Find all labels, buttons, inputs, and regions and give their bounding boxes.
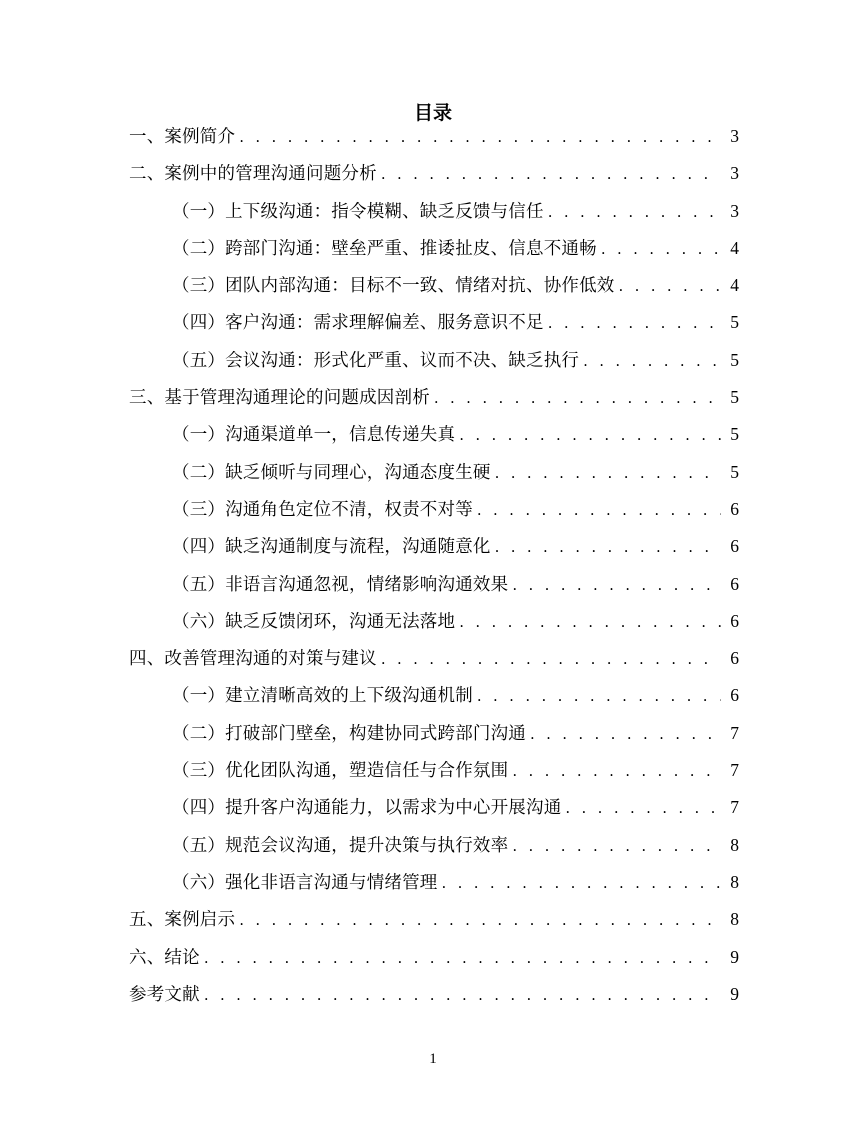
toc-entry-page-number: 6 (730, 536, 739, 557)
toc-dot-leader (381, 156, 721, 192)
toc-dot-leader (477, 678, 721, 714)
toc-entry-title: （四）客户沟通：需求理解偏差、服务意识不足 (172, 313, 544, 334)
toc-entry[interactable] (129, 267, 739, 304)
toc-entry-title: （一）沟通渠道单一，信息传递失真 (172, 425, 456, 446)
toc-entry-title: 六、结论 (129, 947, 200, 968)
toc-dot-leader (381, 641, 721, 677)
toc-entry[interactable] (129, 416, 739, 453)
toc-title: 目录 (413, 102, 452, 124)
toc-entry-page-number: 3 (730, 126, 739, 146)
toc-dot-leader (459, 604, 721, 640)
toc-entry-page-number: 8 (730, 871, 739, 892)
toc-entry-page-number: 9 (730, 946, 739, 967)
toc-entry[interactable] (129, 752, 739, 789)
toc-entry-page-number: 5 (730, 461, 739, 482)
toc-entry[interactable] (129, 118, 739, 155)
toc-dot-leader (442, 865, 722, 901)
toc-entry-title: （一）上下级沟通：指令模糊、缺乏反馈与信任 (172, 201, 544, 222)
toc-entry[interactable] (129, 155, 739, 192)
toc-entry-page-number: 8 (730, 909, 739, 930)
toc-dot-leader (548, 305, 721, 341)
toc-entry-title: （三）团队内部沟通：目标不一致、情绪对抗、协作低效 (172, 276, 615, 297)
toc-dot-leader (530, 716, 721, 752)
toc-entry-page-number: 8 (730, 834, 739, 855)
toc-entry-page-number: 6 (730, 685, 739, 706)
toc-entry-page-number: 6 (730, 498, 739, 519)
toc-entry[interactable] (129, 528, 739, 565)
page-number: 1 (429, 1051, 437, 1067)
toc-dot-leader (239, 902, 721, 938)
toc-dot-leader (434, 380, 721, 416)
toc-entry-title: （五）非语言沟通忽视，情绪影响沟通效果 (172, 574, 509, 595)
toc-entry[interactable] (129, 827, 739, 864)
toc-dot-leader (583, 343, 721, 379)
toc-entry[interactable] (129, 789, 739, 826)
toc-entry-title: （四）提升客户沟通能力，以需求为中心开展沟通 (172, 798, 562, 819)
toc-entry-title: （三）优化团队沟通，塑造信任与合作氛围 (172, 761, 509, 782)
toc-entry[interactable] (129, 715, 739, 752)
toc-entry-title: 三、基于管理沟通理论的问题成因剖析 (129, 388, 430, 409)
toc-entry-page-number: 7 (730, 722, 739, 743)
toc-entry-page-number: 4 (730, 275, 739, 296)
toc-entry-title: （六）缺乏反馈闭环，沟通无法落地 (172, 611, 456, 632)
toc-dot-leader (204, 940, 721, 976)
toc-entry-page-number: 7 (730, 760, 739, 781)
toc-entry[interactable] (129, 603, 739, 640)
toc-dot-leader (512, 567, 721, 603)
toc-entry-page-number: 5 (730, 424, 739, 445)
toc-entry[interactable] (129, 379, 739, 416)
toc-dot-leader (512, 828, 721, 864)
toc-entry-page-number: 3 (730, 200, 739, 221)
toc-entry-title: （一）建立清晰高效的上下级沟通机制 (172, 686, 473, 707)
toc-entry-page-number: 5 (730, 349, 739, 370)
toc-entry-page-number: 5 (730, 312, 739, 333)
toc-dot-leader (495, 455, 721, 491)
toc-dot-leader (548, 194, 721, 230)
toc-entry-title: （五）会议沟通：形式化严重、议而不决、缺乏执行 (172, 350, 580, 371)
toc-dot-leader (239, 119, 721, 155)
toc-entry-title: （六）强化非语言沟通与情绪管理 (172, 872, 438, 893)
toc-dot-leader (477, 492, 721, 528)
toc-entry-title: （四）缺乏沟通制度与流程，沟通随意化 (172, 537, 491, 558)
toc-entry-page-number: 7 (730, 797, 739, 818)
toc-entry[interactable] (129, 304, 739, 341)
toc-entry-page-number: 5 (730, 387, 739, 408)
toc-entry-page-number: 6 (730, 648, 739, 669)
toc-entry-page-number: 3 (730, 163, 739, 184)
toc-dot-leader (204, 977, 721, 1013)
toc-entry-title: 一、案例简介 (129, 127, 236, 147)
toc-dot-leader (619, 268, 722, 304)
toc-entry-title: （二）缺乏倾听与同理心，沟通态度生硬 (172, 462, 491, 483)
toc-entry[interactable] (129, 193, 739, 230)
toc-entry-title: 五、案例启示 (129, 910, 236, 931)
toc-entry[interactable] (129, 230, 739, 267)
toc-entry-title: （二）跨部门沟通：壁垒严重、推诿扯皮、信息不通畅 (172, 238, 597, 259)
toc-entry-title: （二）打破部门壁垒，构建协同式跨部门沟通 (172, 723, 526, 744)
toc-entry-title: 四、改善管理沟通的对策与建议 (129, 649, 377, 670)
toc-entry[interactable] (129, 491, 739, 528)
toc-dot-leader (565, 790, 721, 826)
toc-dot-leader (512, 753, 721, 789)
toc-entry[interactable] (129, 939, 739, 976)
toc-entry[interactable] (129, 864, 739, 901)
toc-dot-leader (459, 417, 721, 453)
toc-entry[interactable] (129, 976, 739, 1013)
toc-dot-leader (601, 231, 721, 267)
toc-entry-page-number: 9 (730, 983, 739, 1004)
toc-entry[interactable] (129, 677, 739, 714)
toc-entry-title: （三）沟通角色定位不清，权责不对等 (172, 499, 473, 520)
toc-entry[interactable] (129, 454, 739, 491)
toc-entry-title: 参考文献 (129, 984, 200, 1005)
toc-entry[interactable] (129, 901, 739, 938)
toc-dot-leader (495, 529, 721, 565)
toc-entry-title: （五）规范会议沟通，提升决策与执行效率 (172, 835, 509, 856)
toc-entry-page-number: 6 (730, 610, 739, 631)
toc-entry-title: 二、案例中的管理沟通问题分析 (129, 164, 377, 185)
toc-entry-page-number: 4 (730, 237, 739, 258)
toc-list (129, 118, 739, 1013)
toc-entry[interactable] (129, 342, 739, 379)
toc-entry[interactable] (129, 640, 739, 677)
toc-entry-page-number: 6 (730, 573, 739, 594)
toc-entry[interactable] (129, 566, 739, 603)
